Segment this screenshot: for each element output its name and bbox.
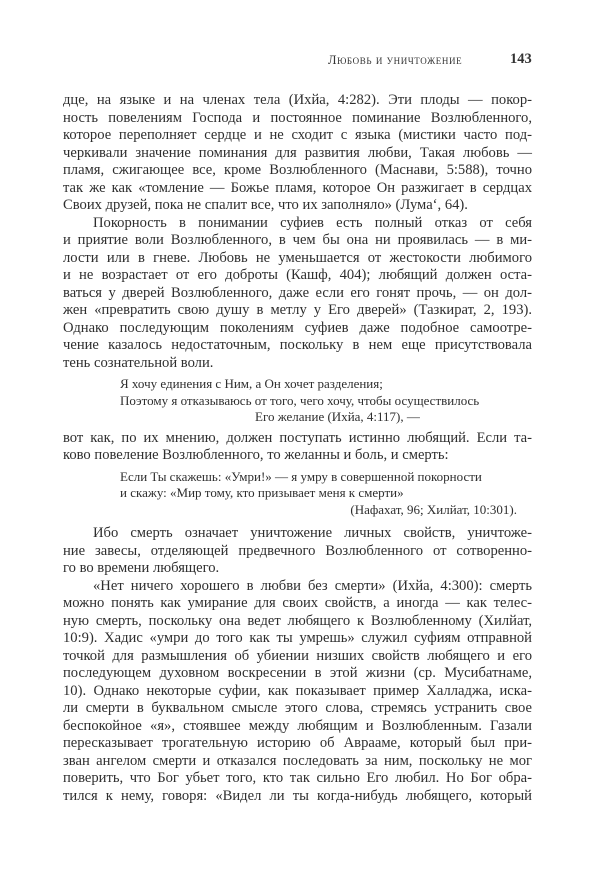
- text-line: ли смерти в буквальном смысле этого слова, стремясь устранить свое: [63, 700, 532, 716]
- text-line: го во времени любящего.: [63, 560, 220, 576]
- text-line: Ибо смерть означает уничтожение личных свойств, уничтоже-: [93, 525, 532, 541]
- text-line: поверить, что Бог убьет того, кто так сильно Его любил. Но Бог обра-: [63, 770, 532, 786]
- verse-line: Я хочу единения с Ним, а Он хочет разделения;: [120, 376, 383, 391]
- text-line: пламя, сжигающее все, кроме Возлюбленного (Маснави, 5:588), точно: [63, 162, 532, 178]
- text-line: Своих друзей, пока не спалит все, что их заполняло» (Лума‘, 64).: [63, 197, 468, 213]
- text-line: лости или в гневе. Любовь не уменьшается от жестокости любимого: [63, 249, 532, 266]
- verse-line: Его желание (Ихйа, 4:117), —: [255, 409, 420, 424]
- text-line: 10:9). Хадис «умри до того как ты умрешь» служил суфиям отправной: [63, 630, 532, 646]
- chapter-title: Любовь и уничтожение: [328, 53, 463, 67]
- text-line: зван ангелом смерти и отказался последовать за ним, поскольку не мог: [63, 752, 532, 769]
- text-line: черкивали значение поминания для развития любви, Такая любовь —: [63, 144, 532, 161]
- text-line: вот как, по их мнению, должен поступать истинно любящий. Если та-: [63, 429, 532, 446]
- verse-line: и скажу: «Мир тому, кто призывает меня к смерти»: [120, 485, 404, 500]
- text-line: последующем духовном воскресении в этой жизни (ср. Мусибатнаме,: [63, 665, 532, 681]
- text-line: так же как «томление — Божье пламя, которое Он разжигает в сердцах: [63, 179, 532, 196]
- text-line: дце, на языке и на членах тела (Ихйа, 4:282). Эти плоды — покор-: [63, 92, 532, 108]
- text-line: чение казалось недостаточным, поскольку в нем еще присутствовала: [63, 337, 532, 353]
- verse-citation: (Нафахат, 96; Хилйат, 10:301).: [350, 501, 517, 517]
- text-line: и не возрастает от его доброты (Кашф, 404); любящий должен оста-: [63, 267, 532, 283]
- text-line: точкой для размышления об убиении низших свойств любящего и его: [63, 647, 532, 664]
- text-line: ваться у дверей Возлюбленного, даже если его гонят прочь, — он дол-: [63, 284, 532, 301]
- verse-line: Поэтому я отказываюсь от того, чего хочу, чтобы осуществилось: [120, 392, 480, 408]
- text-line: можно понять как умирание для своих свойств, а иногда — как телес-: [63, 595, 532, 611]
- text-line: которое переполняет сердце и не сходит с языка (мистики часто под-: [63, 127, 532, 143]
- text-line: Однако последующим поколениям суфиев даже подобное самоотре-: [63, 319, 532, 336]
- text-line: тень сознательной воли.: [63, 354, 214, 371]
- text-line: ково повеление Возлюбленного, то желанны и боль, и смерть:: [63, 447, 449, 463]
- text-line: ную смерть, поскольку она ведет любящего к Возлюбленному (Хилйат,: [63, 612, 532, 629]
- text-line: жен «превратить свою душу в метлу у Его дверей» (Тазкират, 2, 193).: [63, 302, 532, 318]
- text-line: 10). Однако некоторые суфии, как показывает пример Халладжа, иска-: [63, 682, 532, 699]
- text-line: тился к нему, говоря: «Видел ли ты когда-нибудь любящего, который: [63, 787, 532, 804]
- text-line: и приятие воли Возлюбленного, в чем бы она ни проявилась — в ми-: [63, 232, 532, 248]
- text-line: «Нет ничего хорошего в любви без смерти» (Ихйа, 4:300): смерть: [93, 577, 532, 594]
- text-line: ность повелениям Господа и постоянное поминание Возлюбленного,: [63, 109, 532, 126]
- page-number: 143: [510, 51, 532, 67]
- verse-line: Если Ты скажешь: «Умри!» — я умру в совершенной покорности: [120, 468, 482, 484]
- text-line: ние завесы, отделяющей предвечного Возлюбленного от сотворенно-: [63, 542, 532, 559]
- text-line: беспокойное «я», стоявшее между любящим и Возлюбленным. Газали: [63, 717, 532, 734]
- text-line: пересказывает трогательную историю об Аврааме, который был при-: [63, 735, 532, 751]
- text-line: Покорность в понимании суфиев есть полный отказ от себя: [93, 214, 532, 231]
